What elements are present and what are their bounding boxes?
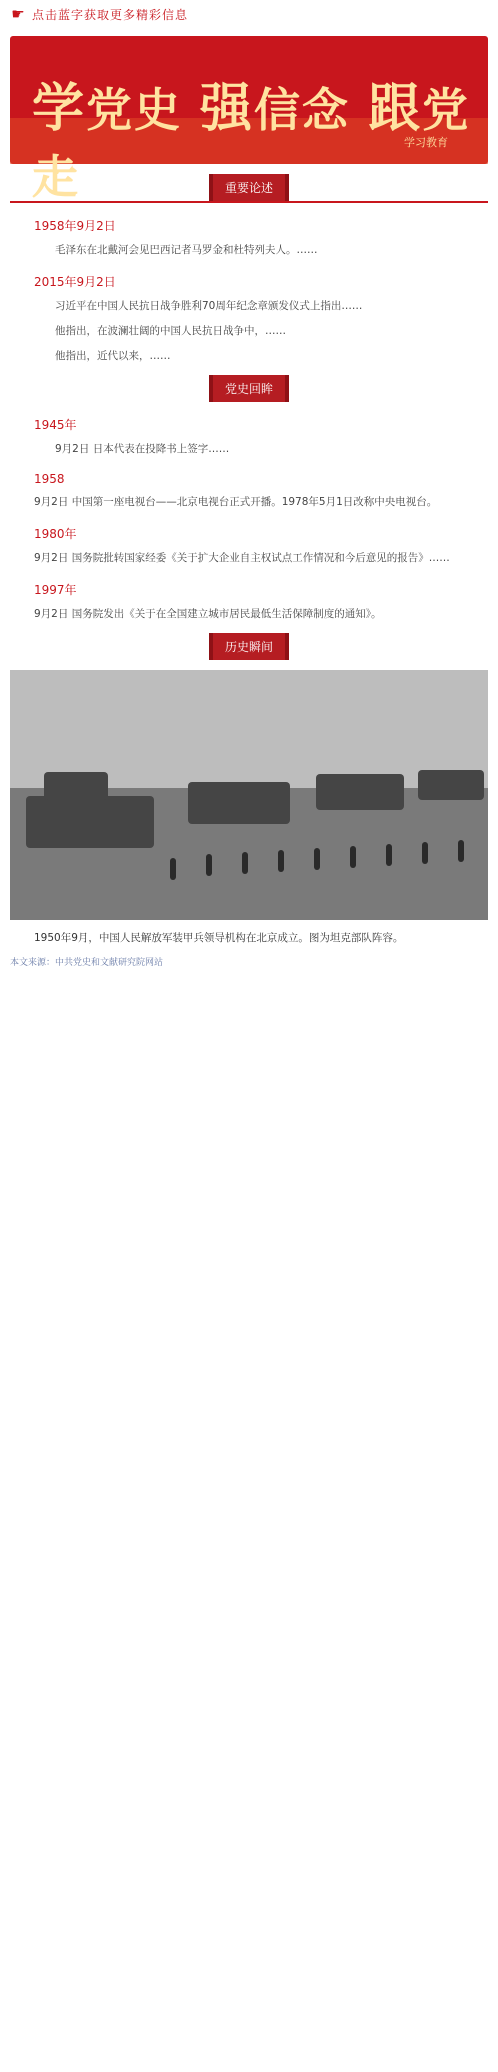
- date-2015: 2015年9月2日: [34, 275, 116, 289]
- section-moment: [0, 633, 498, 660]
- source-link[interactable]: 本文来源：中共党史和文献研究院网站: [10, 958, 164, 968]
- pointing-hand-icon: ☛: [11, 4, 25, 23]
- section-history: [0, 375, 498, 402]
- paragraph: 他指出，近代以来，……: [55, 350, 171, 362]
- section-badge-important: 重要论述: [209, 174, 289, 201]
- top-hint[interactable]: [0, 0, 498, 28]
- tank-shape: [418, 770, 484, 800]
- soldier-shape: [350, 846, 356, 868]
- tank-shape: [44, 772, 108, 800]
- paragraph: 9月2日 国务院发出《关于在全国建立城市居民最低生活保障制度的通知》。: [34, 608, 382, 620]
- tank-shape: [316, 774, 404, 810]
- soldier-shape: [386, 844, 392, 866]
- soldier-shape: [314, 848, 320, 870]
- year-1958: 1958: [34, 472, 65, 486]
- top-hint-text: 点击蓝字获取更多精彩信息: [32, 7, 189, 22]
- year-1997: 1997年: [34, 583, 77, 597]
- soldier-shape: [422, 842, 428, 864]
- tank-shape: [26, 796, 154, 848]
- year-1945: 1945年: [34, 418, 77, 432]
- soldier-shape: [206, 854, 212, 876]
- paragraph: 毛泽东在北戴河会见巴西记者马罗金和杜特列夫人。……: [55, 244, 318, 256]
- date-1958: 1958年9月2日: [34, 219, 116, 233]
- tank-shape: [188, 782, 290, 824]
- paragraph: 他指出，在波澜壮阔的中国人民抗日战争中，……: [55, 325, 286, 337]
- historical-photo: [10, 670, 488, 920]
- paragraph: 习近平在中国人民抗日战争胜利70周年纪念章颁发仪式上指出……: [55, 300, 363, 312]
- photo-caption: 1950年9月，中国人民解放军装甲兵领导机构在北京成立。图为坦克部队阵容。: [34, 932, 404, 944]
- soldier-shape: [170, 858, 176, 880]
- paragraph: 9月2日 中国第一座电视台——北京电视台正式开播。1978年5月1日改称中央电视台。: [34, 496, 438, 508]
- year-1980: 1980年: [34, 527, 77, 541]
- banner-title: 学党史 强信念 跟党走: [32, 78, 471, 204]
- soldier-shape: [278, 850, 284, 872]
- paragraph: 9月2日 日本代表在投降书上签字……: [55, 443, 230, 455]
- soldier-shape: [242, 852, 248, 874]
- paragraph: 9月2日 国务院批转国家经委《关于扩大企业自主权试点工作情况和今后意见的报告》……: [34, 552, 450, 564]
- section-badge-moment: 历史瞬间: [209, 633, 289, 660]
- banner-subtitle: 学习教育: [404, 136, 448, 149]
- soldier-shape: [458, 840, 464, 862]
- photo-sky: [10, 670, 488, 788]
- section-badge-history: 党史回眸: [209, 375, 289, 402]
